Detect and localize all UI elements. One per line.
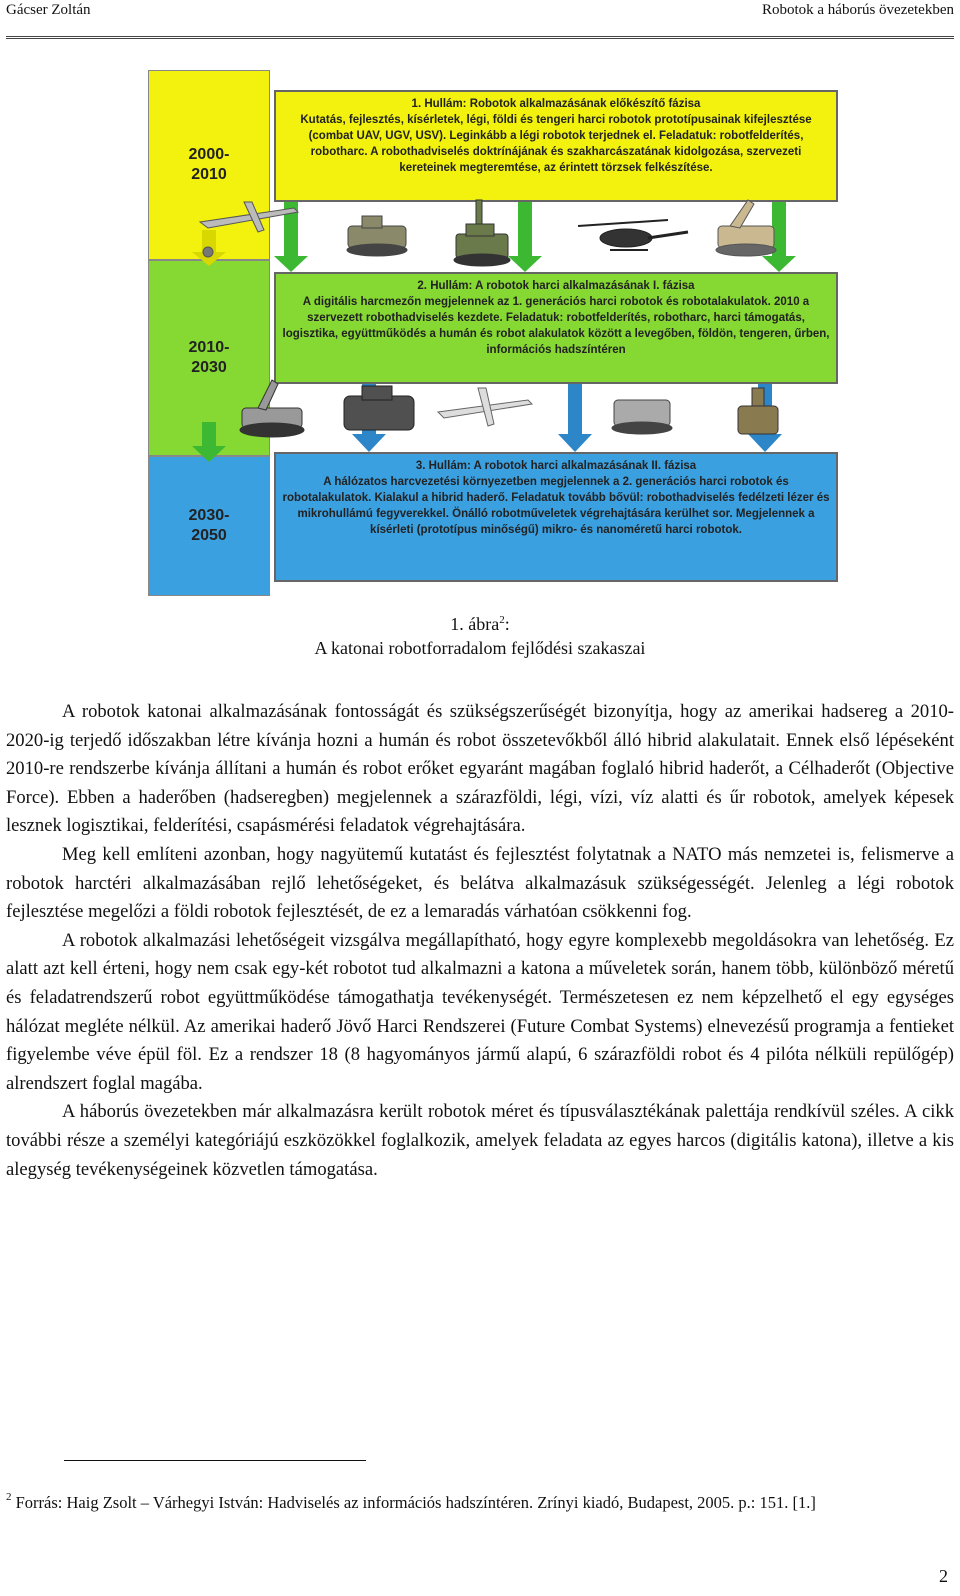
period-label-3: 2030- 2050 [188,507,230,544]
ugv-robot-2 [454,200,510,266]
paragraph-2: Meg kell említeni azonban, hogy nagyütemű kutatást és fejlesztést folytatnak a NATO más nemzetei is, felismerve a robotok harctéri alkalmazásában rejlő lehetőségeket, és belátva alkalmazásuk szükségességét. Jelenleg a légi robotok fejlesztése megelőzi a földi robotok fejlesztését, de ez a lemaradás várhatóan csökkenni fog. [6,843,954,923]
robot-evolution-figure [148,70,838,596]
caption-line-2: A katonai robotforradalom fejlődési szakaszai [314,638,646,658]
wave-body-2: A digitális harcmezőn megjelennek az 1. generációs harci robotok és robotalakulatok. 2010 a szervezett robothadviselés kezdete. Feladatuk: robotfelderítés, robotharc, harci támogatás, logisztika, együttműködés a humán és robot alakulatok között a levegőben, földön, tengeren, űrben, információs hadszíntéren [282,296,830,356]
page-number: 2 [939,1566,948,1586]
caption-prefix: 1. ábra [450,614,500,634]
caption-line-1 [0,608,960,636]
paragraph-3: A robotok alkalmazási lehetőségeit vizsgálva megállapítható, hogy egyre komplexebb megoldásokra van lehetőség. Ez alatt azt kell érteni, hogy nem csak egy-két robotot tud alkalmazni a katona a műveletek során, hanem több, különböző méretű és feladatrendszerű robot együttműködése támogathatja tevékenységét. Természetesen ez nem képzelhető el egy egységes hálózat megléte nélkül. Az amerikai haderő Jövő Harci Rendszerei (Future Combat Systems) elnevezésű programja a fentieket figyelembe véve épül föl. Ez a rendszer 18 (8 hagyományos jármű alapú, 6 szárazföldi robot és 4 pilóta nélküli repülőgép) alrendszert foglal magába. [6,929,954,1094]
ugv-robot-1 [347,216,407,256]
wave-heading-1: 1. Hullám: Robotok alkalmazásának előkészítő fázisa [411,98,701,110]
body-text [6,698,954,1184]
paragraph-1: A robotok katonai alkalmazásának fontosságát és szükségszerűségét bizonyítja, hogy az amerikai hadsereg a 2010-2020-ig terjedő időszakban létre kívánja hozni a humán és robot összetevőkből álló hibrid alakulatait. Ennek első lépéseként 2010-re rendszerbe kívánja állítani a humán és robot erőket egyaránt magában foglaló hibrid haderőt, a Célhaderőt (Objective Force). Ebben a haderőben (hadseregben) megjelennek a szárazföldi, légi, vízi, víz alatti és űr robotok, amelyek képesek lesznek logisztikai, felderítési, csapásmérési feladatok végrehajtására. [6,701,954,837]
footnote-text: Forrás: Haig Zsolt – Várhegyi István: Hadviselés az információs hadszíntéren. Zrínyi kiadó, Budapest, 2005. p.: 151. [1.] [11,1493,816,1512]
footnote [6,1490,954,1516]
footnote-mark: 2 [6,1491,12,1503]
footnote-separator [64,1460,366,1461]
caption-footnote-ref: 2 [499,614,505,626]
period-arrow-2 [192,422,226,462]
ugv-robot-3 [612,400,672,434]
helicopter-uav [578,220,688,250]
figure-arrows-and-robots [148,70,838,596]
wave-body-1: Kutatás, fejlesztés, kísérletek, légi, földi és tengeri harci robotok prototípusainak kifejlesztése (combat UAV, UGV, USV). Leginkább a légi robotok terjednek el. Feladatuk: robotfelderítés, robotharc. A robothadviselés doktrínájának és szakharcászatának kidolgozása, szervezeti kereteinek megteremtése, az érintett törzsek felkészítése. [300,114,812,174]
paragraph-4: A háborús övezetekben már alkalmazásra került robotok méret és típusválasztékának palettája rendkívül széles. A cikk további része a személyi kategóriájú eszközökkel foglalkozik, amelyek feladata az egyes harcos (digitális katona), illetve a kis alegység tevékenységeinek közvetlen támogatása. [6,1101,954,1180]
blue-arrow-2 [558,384,592,452]
running-header [0,0,960,40]
caption-suffix: : [504,614,510,634]
uav-robot-2 [438,388,532,426]
wave-heading-3: 3. Hullám: A robotok harci alkalmazásának II. fázisa [415,460,697,472]
wave-body-3: A hálózatos harcvezetési környezetben megjelennek a 2. generációs harci robotok és robotalakulatok. Kialakul a hibrid haderő. Feladatuk tovább bővül: robothadviselés fedélzeti lézer és mikrohullámú fegyverekkel. Önálló robotműveletek végrehajtására kerülhet sor. Megjelennek a kísérleti (prototípus minőségű) mikro- és nanoméretű harci robotok. [282,476,830,536]
header-rule [6,36,954,39]
green-arrow-2 [508,202,542,272]
armored-ugv [344,386,414,430]
figure-caption [0,608,960,660]
tracked-robot-1 [716,200,776,256]
period-label-1: 2000- 2010 [188,146,230,183]
header-title: Robotok a háborús övezetekben [761,2,954,18]
tracked-robot-2 [240,380,304,437]
header-author: Gácser Zoltán [6,2,91,18]
period-label-2: 2010- 2030 [188,339,230,376]
wave-heading-2: 2. Hullám: A robotok harci alkalmazásának I. fázisa [417,280,695,292]
